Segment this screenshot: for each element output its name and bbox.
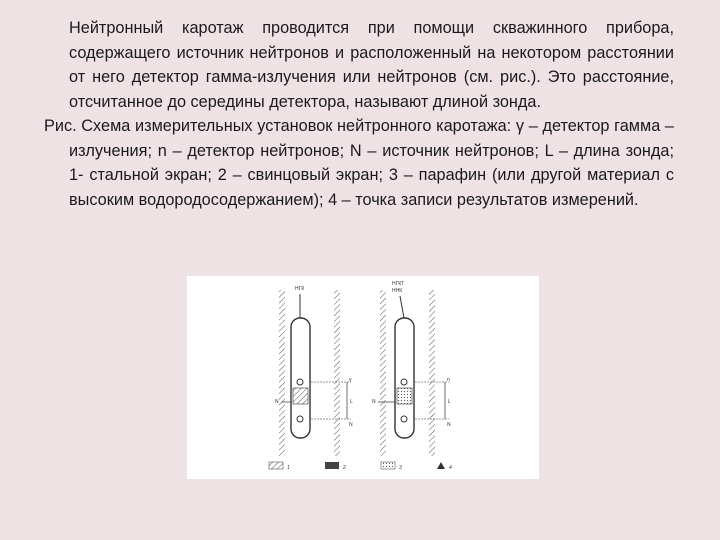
left-source [297, 416, 303, 422]
legend-label-2: 2 [343, 465, 346, 471]
right-paraffin-screen [397, 388, 412, 404]
legend-swatch-2 [325, 462, 339, 469]
legend-swatch-1 [269, 462, 283, 469]
left-L-marker: L [350, 399, 353, 405]
left-N-marker: N [349, 422, 353, 428]
legend-swatch-4 [437, 462, 445, 469]
left-borehole-wall-right [334, 290, 340, 456]
intro-paragraph: Нейтронный каротаж проводится при помощи скважинного прибора, содержащего источник нейтронов и расположенный на некотором расстоянии от него детектор гамма-излучения или нейтронов (см. рис.). Это расстояние, отсчитанное до середины детектора, называют длиной зонда. [69, 19, 674, 111]
right-point-marker: N [372, 399, 376, 405]
right-detector [401, 379, 407, 385]
left-point-marker: N [275, 399, 279, 405]
left-gamma-marker: γ [349, 377, 352, 383]
right-borehole-wall-right [429, 290, 435, 456]
left-borehole-wall-left [279, 290, 285, 456]
logging-tool-figure [187, 276, 539, 479]
right-L-marker: L [448, 399, 451, 405]
left-tool-body [291, 318, 310, 438]
right-tool-body [395, 318, 414, 438]
right-tool [372, 281, 451, 456]
right-source [401, 416, 407, 422]
right-tool-label-top: НГКТ [392, 281, 405, 287]
right-borehole-wall-left [380, 290, 386, 456]
legend-label-3: 3 [399, 465, 402, 471]
legend-label-4: 4 [449, 465, 452, 471]
text-block [44, 16, 674, 212]
left-tool-label: НГК [295, 286, 305, 292]
figure-legend [269, 462, 452, 471]
right-n-marker: n [447, 377, 450, 383]
right-tool-label-bottom: ННК [392, 288, 403, 294]
legend-swatch-3 [381, 462, 395, 469]
left-tool [275, 286, 353, 456]
left-lead-screen [293, 388, 308, 404]
left-detector [297, 379, 303, 385]
legend-label-1: 1 [287, 465, 290, 471]
right-cable [400, 296, 404, 318]
right-N-marker: N [447, 422, 451, 428]
figure-caption: Рис. Схема измерительных установок нейтронного каротажа: γ – детектор гамма – излучения; n – детектор нейтронов; N – источник нейтронов; L – длина зонда; 1- стальной экран; 2 – свинцовый экран; 3 – парафин (или другой материал с высоким водородосодержанием); 4 – точка записи результатов измерений. [44, 117, 674, 209]
logging-tool-diagram [187, 276, 539, 479]
